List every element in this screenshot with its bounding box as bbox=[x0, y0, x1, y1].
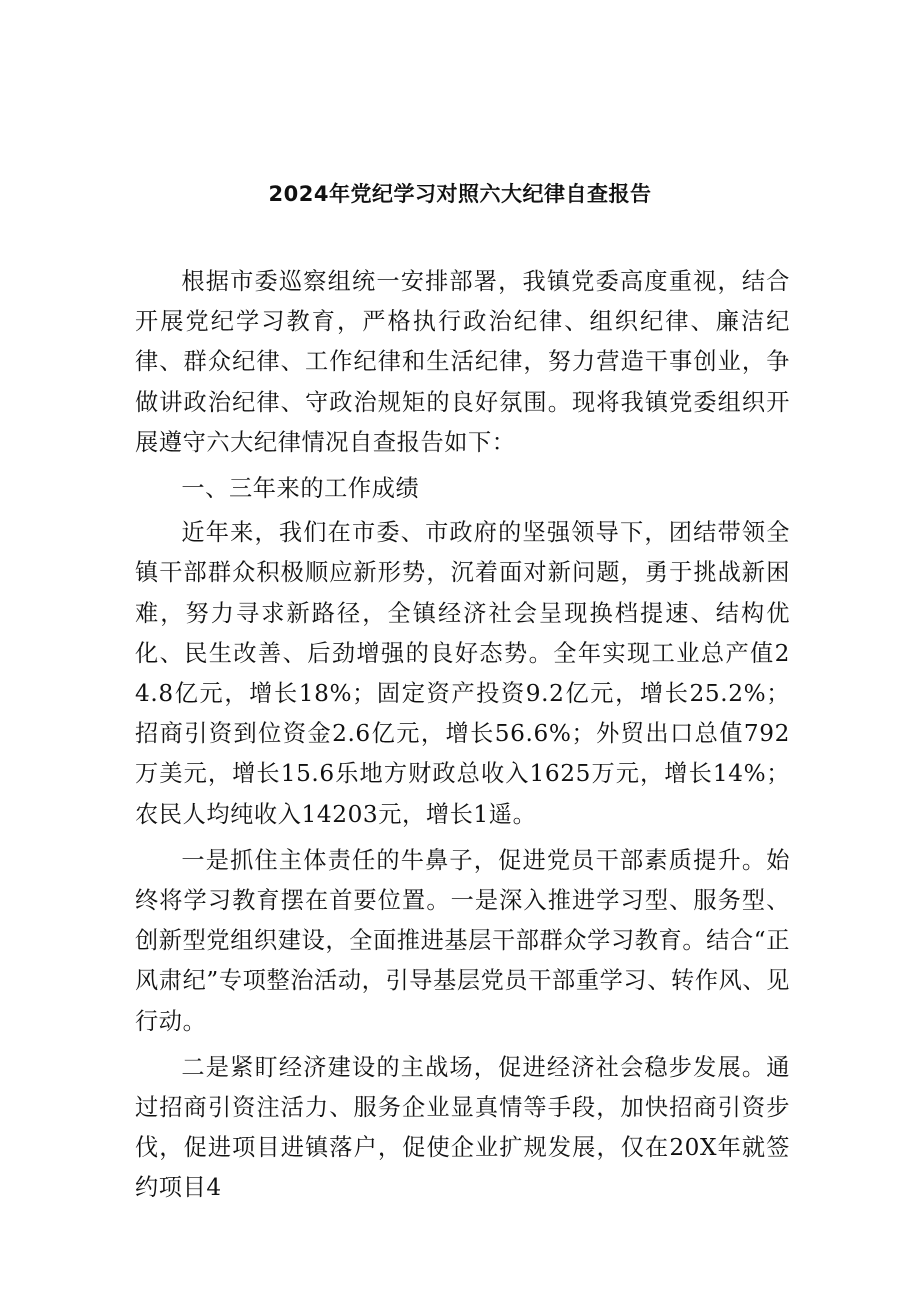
intro-paragraph: 根据市委巡察组统一安排部署，我镇党委高度重视，结合开展党纪学习教育，严格执行政治纪律、组织纪律、廉洁纪律、群众纪律、工作纪律和生活纪律，努力营造干事创业，争做讲政治纪律、守政治规矩的良好氛围。现将我镇党委组织开展遵守六大纪律情况自查报告如下： bbox=[135, 268, 790, 456]
document-title: 2024年党纪学习对照六大纪律自查报告 bbox=[268, 182, 652, 206]
section-heading: 一、三年来的工作成绩 bbox=[181, 475, 420, 503]
document-body bbox=[135, 262, 790, 1215]
point-two-paragraph: 二是紧盯经济建设的主战场，促进经济社会稳步发展。通过招商引资注活力、服务企业显真情等手段，加快招商引资步伐，促进项目进镇落户，促使企业扩规发展，仅在20X年就签约项目4 bbox=[135, 1053, 790, 1202]
achievements-paragraph: 近年来，我们在市委、市政府的坚强领导下，团结带领全镇干部群众积极顺应新形势，沉着面对新问题，勇于挑战新困难，努力寻求新路径，全镇经济社会呈现换档提速、结构优化、民生改善、后劲增强的良好态势。全年实现工业总产值24.8亿元，增长18%；固定资产投资9.2亿元，增长25.2%；招商引资到位资金2.6亿元，增长56.6%；外贸出口总值792万美元，增长15.6乐地方财政总收入1625万元，增长14%；农民人均纯收入14203元，增长1遥。 bbox=[135, 519, 790, 828]
point-one-paragraph: 一是抓住主体责任的牛鼻子，促进党员干部素质提升。始终将学习教育摆在首要位置。一是深入推进学习型、服务型、创新型党组织建设，全面推进基层干部群众学习教育。结合“正风肃纪”专项整治活动，引导基层党员干部重学习、转作风、见行动。 bbox=[135, 846, 790, 1035]
